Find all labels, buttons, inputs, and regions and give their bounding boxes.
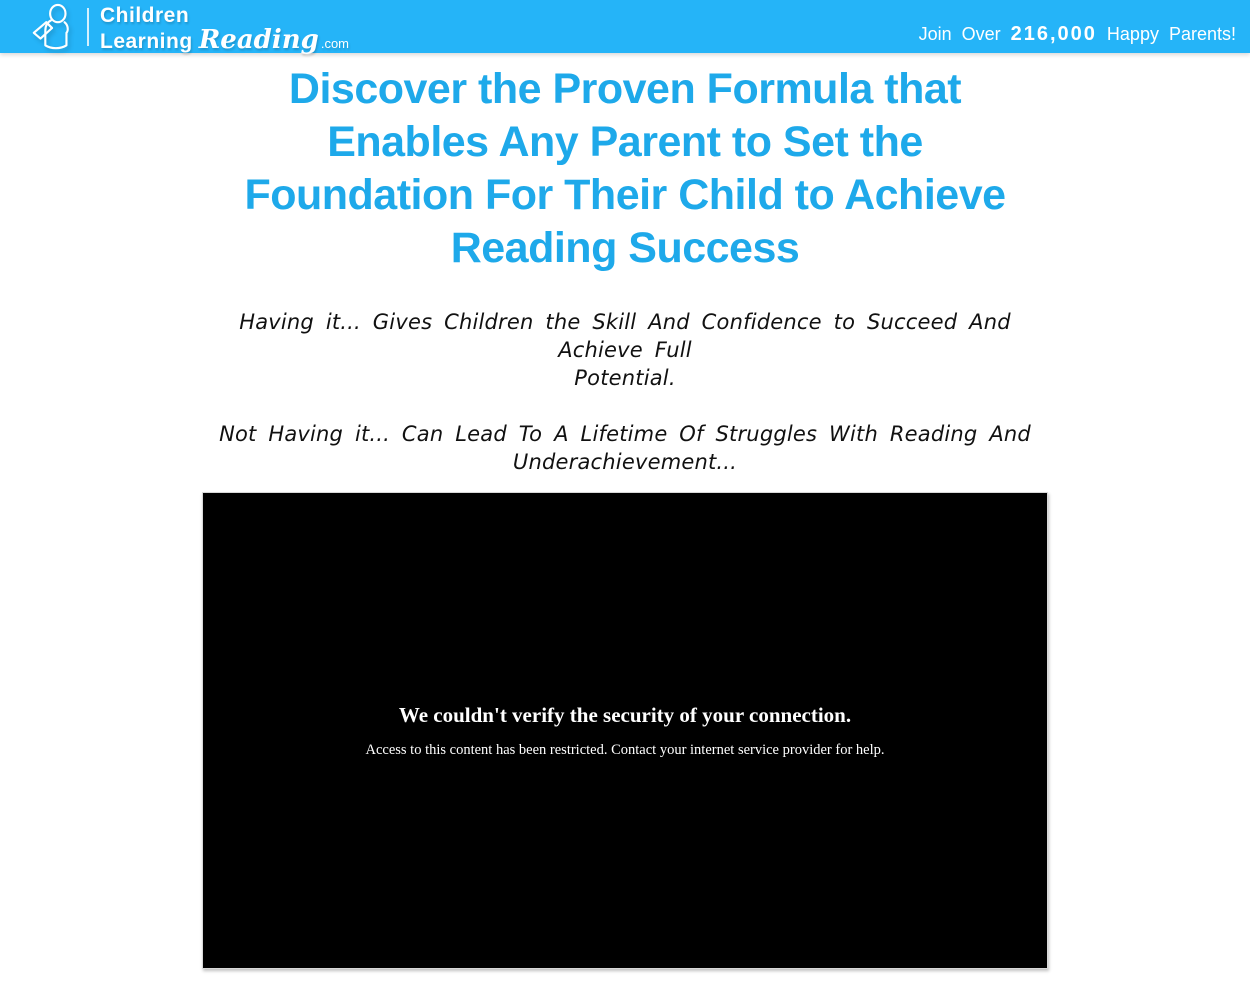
logo-word-learning: Learning bbox=[100, 29, 193, 53]
video-player[interactable] bbox=[202, 492, 1048, 969]
logo-tld: .com bbox=[320, 35, 349, 51]
header-tagline bbox=[919, 23, 1236, 46]
logo-word-children: Children bbox=[100, 3, 190, 27]
logo-text bbox=[100, 0, 349, 55]
tagline-suffix: Happy Parents! bbox=[1106, 24, 1236, 44]
title-line-3: Foundation For Their Child to Achieve bbox=[244, 171, 1006, 219]
title-line-4: Reading Success bbox=[450, 224, 800, 272]
video-error-detail: Access to this content has been restricted. Contact your internet service provider for help. bbox=[365, 741, 885, 758]
logo[interactable] bbox=[28, 0, 349, 53]
logo-word-reading: Reading bbox=[198, 24, 319, 55]
tagline-prefix: Join Over bbox=[918, 24, 1001, 44]
tagline-count: 216,000 bbox=[1010, 23, 1097, 45]
main-content bbox=[202, 63, 1048, 969]
title-line-2: Enables Any Parent to Set the bbox=[327, 118, 923, 166]
site-header bbox=[0, 0, 1250, 53]
hero-subtitle-having: Having it... Gives Children the Skill And Confidence to Succeed And Achieve Full Potential. bbox=[239, 310, 1011, 390]
page-title bbox=[202, 63, 1048, 275]
hero-subtitle-not-having: Not Having it... Can Lead To A Lifetime Of Struggles With Reading And Underachievement... bbox=[219, 422, 1031, 474]
video-error-title: We couldn't verify the security of your connection. bbox=[398, 702, 852, 727]
title-line-1: Discover the Proven Formula that bbox=[288, 65, 962, 113]
logo-divider bbox=[87, 8, 89, 46]
child-reading-icon bbox=[28, 3, 78, 53]
